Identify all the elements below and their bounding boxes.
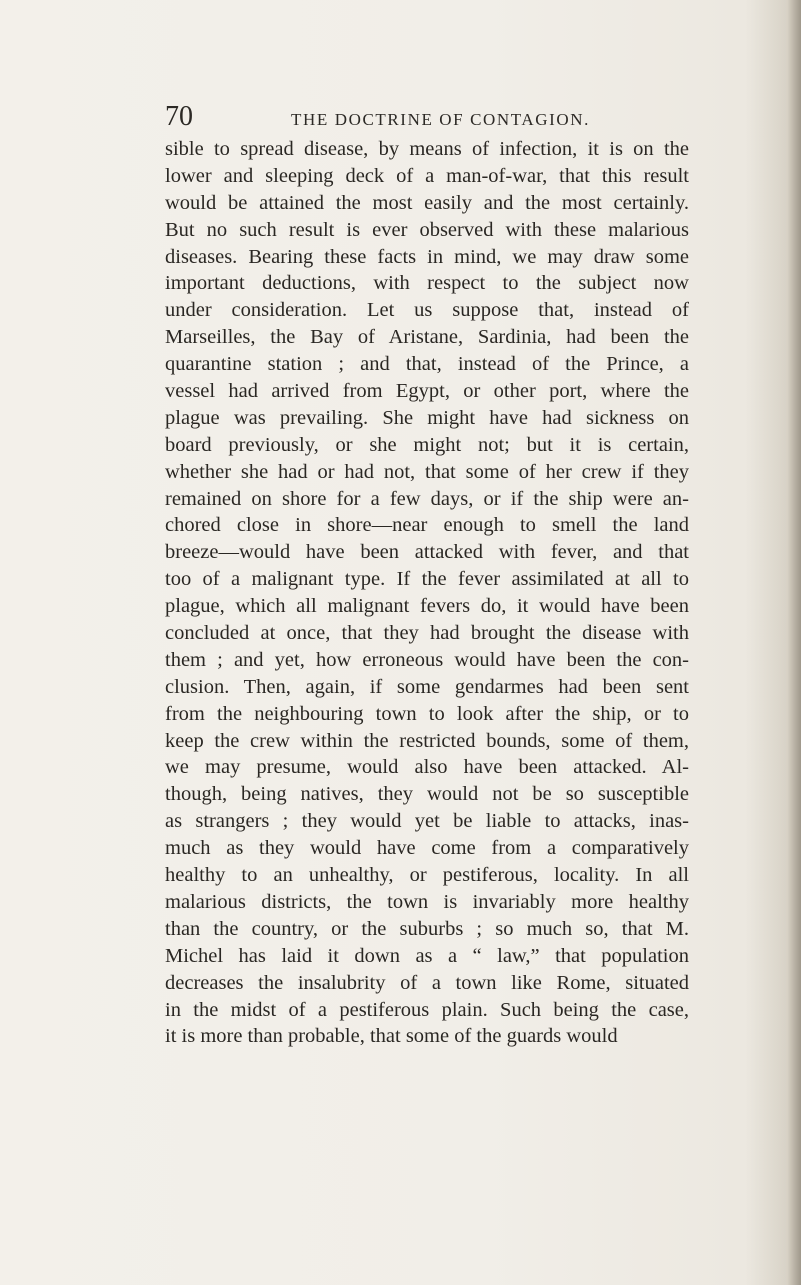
text-line: though, being natives, they would not be so susceptible	[165, 783, 689, 806]
text-line: plague was prevailing. She might have had sickness on	[165, 406, 689, 429]
text-line: from the neighbouring town to look after the ship, or to	[165, 702, 689, 725]
text-line: plague, which all malignant fevers do, it would have been	[165, 595, 689, 618]
text-line: keep the crew within the restricted bounds, some of them,	[165, 729, 689, 752]
text-line: it is more than probable, that some of the guards would	[165, 1025, 618, 1048]
text-line: important deductions, with respect to the subject now	[165, 272, 689, 295]
text-line: them ; and yet, how erroneous would have been the con-	[165, 648, 689, 671]
text-line: clusion. Then, again, if some gendarmes had been sent	[165, 675, 689, 698]
text-line: decreases the insalubrity of a town like Rome, situated	[165, 971, 689, 994]
text-line: vessel had arrived from Egypt, or other port, where the	[165, 380, 689, 403]
text-line: sible to spread disease, by means of infection, it is on the	[165, 138, 689, 160]
text-line: healthy to an unhealthy, or pestiferous, locality. In all	[165, 864, 689, 887]
text-line: lower and sleeping deck of a man-of-war, that this result	[165, 164, 689, 187]
text-line: concluded at once, that they had brought the disease with	[165, 622, 689, 645]
text-line: Michel has laid it down as a “ law,” that population	[165, 944, 689, 967]
text-line: Marseilles, the Bay of Aristane, Sardinia, had been the	[165, 326, 689, 349]
running-head	[165, 99, 685, 135]
page-number: 70	[165, 101, 193, 132]
text-line: in the midst of a pestiferous plain. Such being the case,	[165, 998, 689, 1021]
page-binding-edge	[787, 0, 801, 1285]
text-line: malarious districts, the town is invariably more healthy	[165, 890, 689, 913]
text-line: diseases. Bearing these facts in mind, we may draw some	[165, 245, 689, 268]
text-line: much as they would have come from a comparatively	[165, 837, 689, 860]
text-line: too of a malignant type. If the fever assimilated at all to	[165, 568, 689, 591]
text-line: than the country, or the suburbs ; so much so, that M.	[165, 917, 689, 940]
body-text	[165, 136, 689, 1050]
text-line: board previously, or she might not; but it is certain,	[165, 433, 689, 456]
text-line: breeze—would have been attacked with fever, and that	[165, 541, 689, 564]
running-title: THE DOCTRINE OF CONTAGION.	[291, 110, 590, 129]
text-line: under consideration. Let us suppose that, instead of	[165, 299, 689, 322]
text-line: chored close in shore—near enough to smell the land	[165, 514, 689, 537]
text-line: But no such result is ever observed with these malarious	[165, 218, 689, 241]
text-line: quarantine station ; and that, instead of the Prince, a	[165, 353, 689, 376]
text-line: whether she had or had not, that some of her crew if they	[165, 460, 689, 483]
text-line: would be attained the most easily and the most certainly.	[165, 191, 689, 214]
text-line: as strangers ; they would yet be liable to attacks, inas-	[165, 810, 689, 833]
text-line: remained on shore for a few days, or if the ship were an-	[165, 487, 689, 510]
text-line: we may presume, would also have been attacked. Al-	[165, 756, 689, 779]
